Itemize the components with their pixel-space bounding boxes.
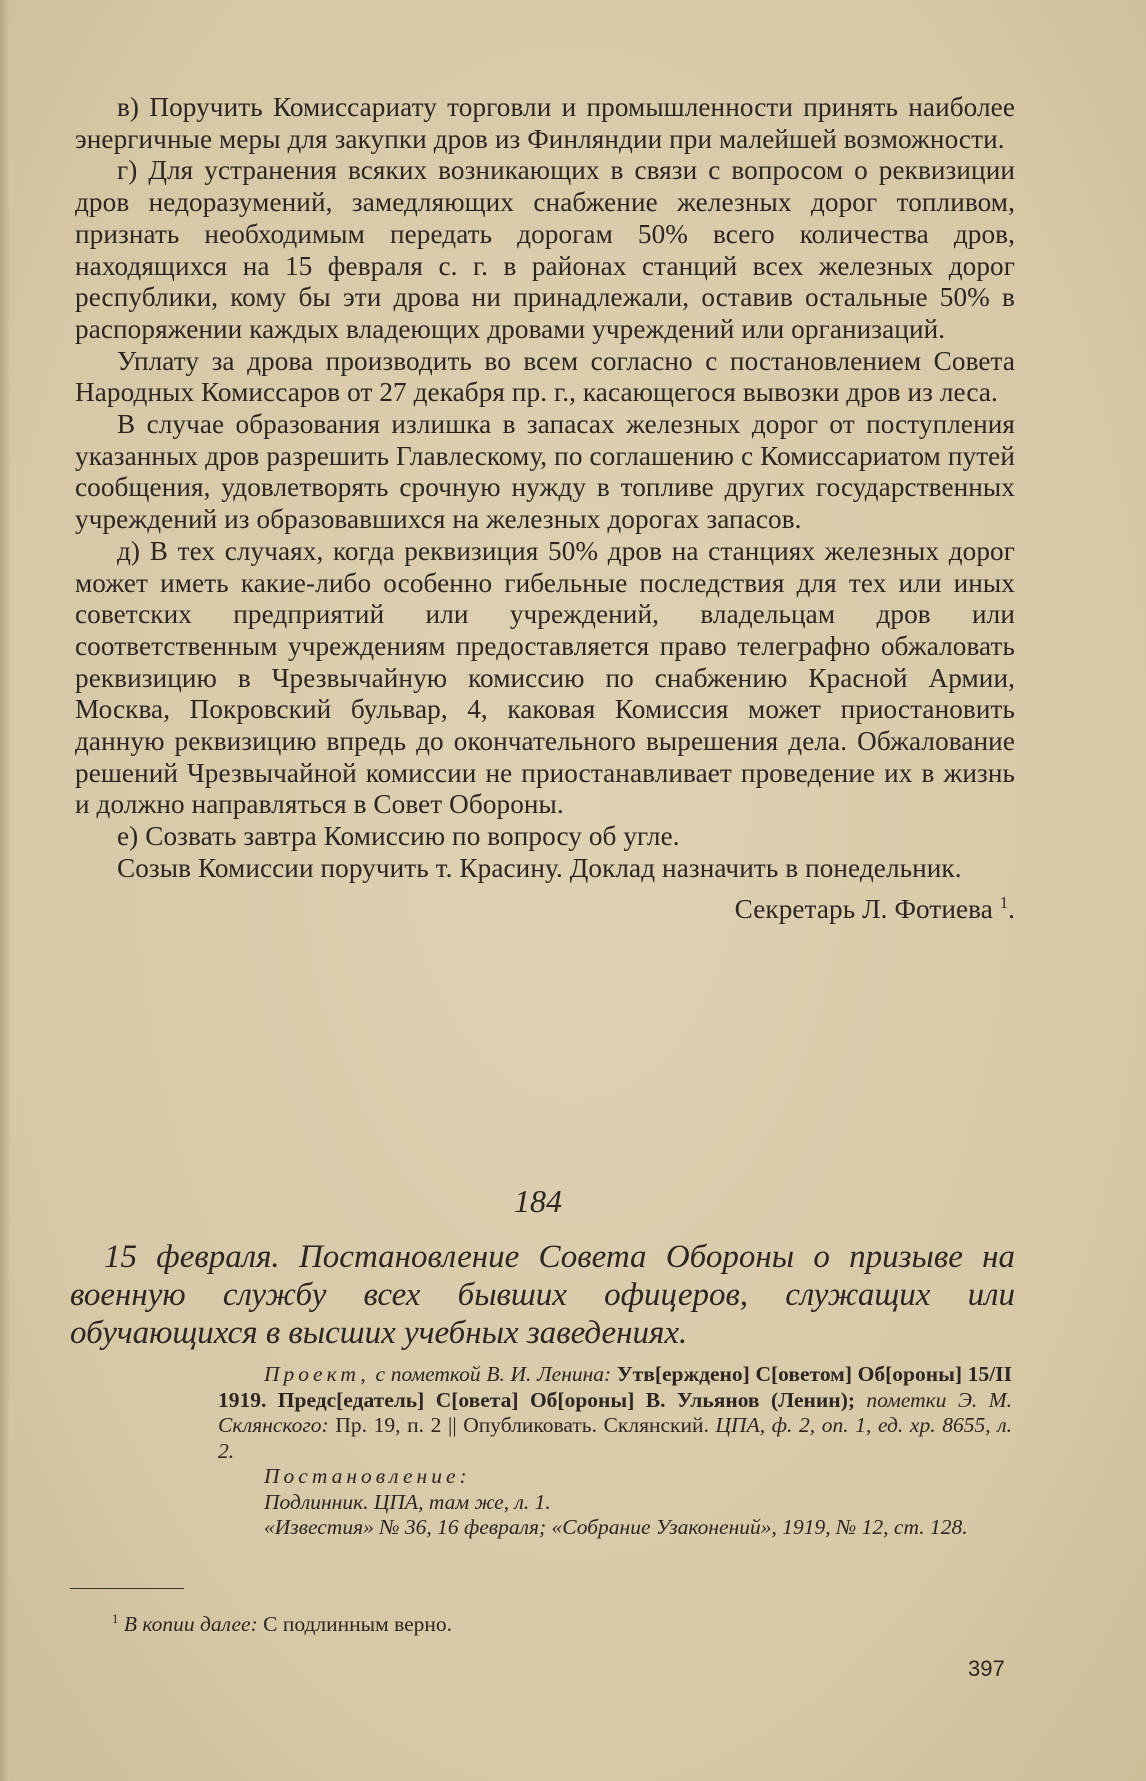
- document-heading: 15 февраля. Постановление Совета Обороны о призыве на военную службу всех бывших офицеров, служащих или обучающихся в высших учебных заведениях.: [70, 1239, 1015, 1351]
- source-original: Подлинник. ЦПА, там же, л. 1.: [264, 1489, 551, 1514]
- paragraph-surplus: В случае образования излишка в запасах железных дорог от поступления указанных дров разрешить Главлескому, по соглашению с Комиссариатом путей сообщения, удовлетворять срочную нужду в топливе других государственных учреждений из образовавшихся на железных дорогах запасов.: [75, 409, 1015, 535]
- paragraph-e: е) Созвать завтра Комиссию по вопросу об угле.: [117, 821, 680, 852]
- source-draft: Проект, с пометкой В. И. Ленина: Утв[ерждено] С[оветом] Об[ороны] 15/II 1919. Предс[едатель] С[овета] Об[ороны] В. Ульянов (Ленин); пометки Э. М. Склянского: Пр. 19, п. 2 || Опубликовать. Склянский. ЦПА, ф. 2, оп. 1, ед. хр. 8655, л. 2.: [218, 1362, 1012, 1463]
- footnote-text: С подлинным верно.: [257, 1612, 453, 1637]
- footnote: [112, 1606, 1002, 1637]
- footnote-mark: 1: [112, 1612, 119, 1626]
- document-number: 184: [514, 1183, 562, 1219]
- source-resolution: Постановление:: [264, 1464, 471, 1488]
- footnote-ref: 1: [999, 892, 1009, 912]
- signature-text: Секретарь Л. Фотиева: [734, 893, 993, 924]
- paragraph-convocation: Созыв Комиссии поручить т. Красину. Доклад назначить в понедельник.: [117, 852, 962, 883]
- page-edge: [0, 0, 10, 1781]
- signature: Секретарь Л. Фотиева $^1$.: [734, 892, 1015, 924]
- paragraph-g: г) Для устранения всяких возникающих в связи с вопросом о реквизиции дров недоразумений, замедляющих снабжение железных дорог топливом, признать необходимым передать дорогам 50% всего количества дров, находящихся на 15 февраля с. г. в районах станций всех железных дорог республики, кому бы эти дрова ни принадлежали, оставив остальные 50% в распоряжении каждых владеющих дровами учреждений или организаций.: [75, 155, 1015, 344]
- source-notes: [218, 1362, 1012, 1541]
- footnote-label: В копии далее:: [123, 1612, 258, 1637]
- paragraph-payment: Уплату за дрова производить во всем согласно с постановлением Совета Народных Комиссаров от 27 декабря пр. г., касающегося вывозки дров из леса.: [75, 345, 1015, 408]
- main-text: [75, 92, 1015, 925]
- footnote-divider: [70, 1588, 184, 1589]
- paragraph-v: в) Поручить Комиссариату торговли и промышленности принять наиболее энергичные меры для закупки дров из Финляндии при малейшей возможности.: [75, 92, 1015, 154]
- page-number: 397: [968, 1656, 1005, 1681]
- source-publication: «Известия» № 36, 16 февраля; «Собрание Узаконений», 1919, № 12, ст. 128.: [264, 1515, 968, 1539]
- paragraph-d: д) В тех случаях, когда реквизиция 50% дров на станциях железных дорог может иметь какие-либо особенно гибельные последствия для тех или иных советских предприятий или учреждений, владельцам дров или соответственным учреждениям предоставляется право телеграфно обжаловать реквизицию в Чрезвычайную комиссию по снабжению Красной Армии, Москва, Покровский бульвар, 4, каковая Комиссия может приостановить данную реквизицию впредь до окончательного вырешения дела. Обжалование решений Чрезвычайной комиссии не приостанавливает проведение их в жизнь и должно направляться в Совет Обороны.: [75, 535, 1015, 820]
